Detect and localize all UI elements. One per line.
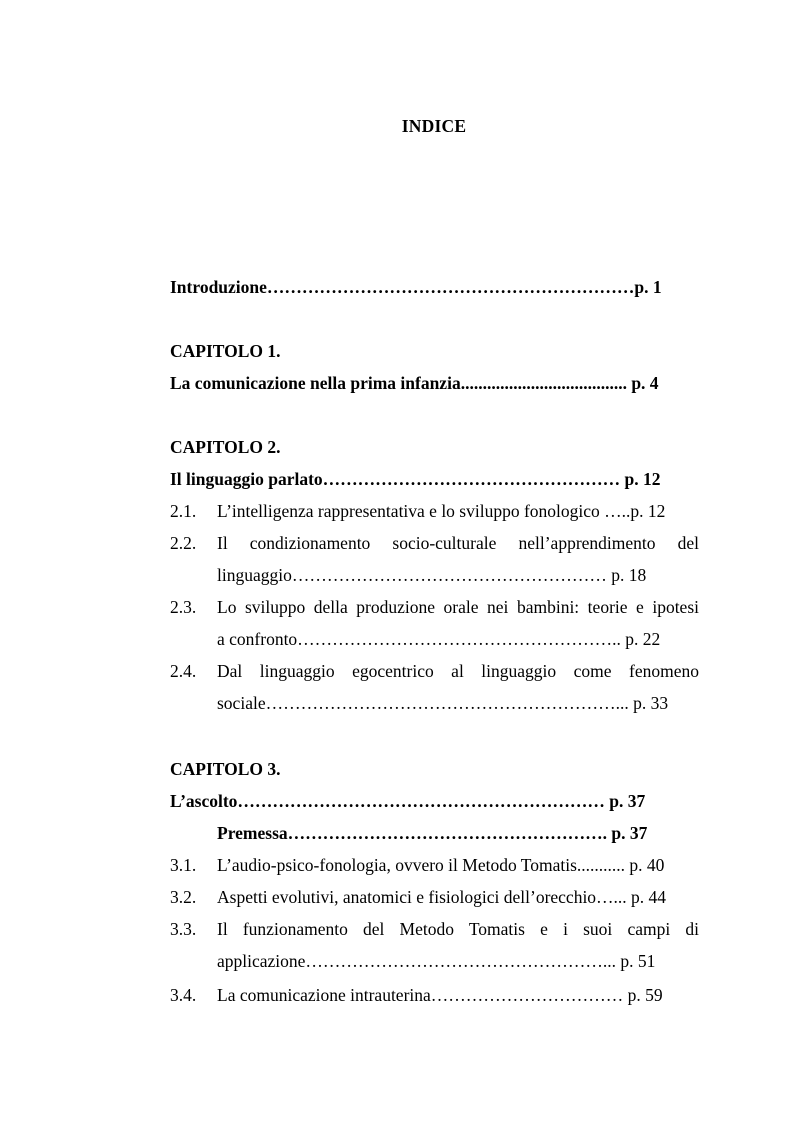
chapter-2-title[interactable]: Il linguaggio parlato…………………………………………… p. 12 <box>170 469 661 489</box>
toc-intro[interactable]: Introduzione………………………………………………………p. 1 <box>170 277 662 297</box>
section-3-3-text-line2[interactable]: applicazione……………………………………………... p. 51 <box>217 951 656 971</box>
section-3-2-text[interactable]: Aspetti evolutivi, anatomici e fisiologici dell’orecchio…... p. 44 <box>217 887 667 907</box>
section-3-1-number: 3.1. <box>170 855 197 875</box>
chapter-3-premessa[interactable]: Premessa………………………………………………. p. 37 <box>217 823 648 843</box>
section-2-3-text-line2[interactable]: a confronto……………………………………………….. p. 22 <box>217 629 661 649</box>
section-3-4-number: 3.4. <box>170 985 197 1005</box>
section-2-3-number: 2.3. <box>170 597 197 617</box>
chapter-1-heading: CAPITOLO 1. <box>170 341 281 361</box>
section-3-2-number: 3.2. <box>170 887 197 907</box>
chapter-3-heading: CAPITOLO 3. <box>170 759 281 779</box>
section-3-1-text[interactable]: L’audio-psico-fonologia, ovvero il Metodo Tomatis........... p. 40 <box>217 855 665 875</box>
section-2-2-text-line1[interactable]: Il condizionamento socio-culturale nell’apprendimento del <box>217 533 699 553</box>
page-title: INDICE <box>401 116 467 136</box>
section-2-4-text-line1[interactable]: Dal linguaggio egocentrico al linguaggio come fenomeno <box>217 661 699 681</box>
section-2-1-text[interactable]: L’intelligenza rappresentativa e lo sviluppo fonologico …..p. 12 <box>217 501 666 521</box>
chapter-3-title[interactable]: L’ascolto……………………………………………………… p. 37 <box>170 791 646 811</box>
section-3-3-text-line1[interactable]: Il funzionamento del Metodo Tomatis e i suoi campi di <box>217 919 699 939</box>
chapter-1-title[interactable]: La comunicazione nella prima infanzia...................................... p. 4 <box>170 373 659 393</box>
section-2-2-number: 2.2. <box>170 533 197 553</box>
section-3-3-number: 3.3. <box>170 919 197 939</box>
section-2-4-number: 2.4. <box>170 661 197 681</box>
section-2-4-text-line2[interactable]: sociale……………………………………………………... p. 33 <box>217 693 669 713</box>
section-2-2-text-line2[interactable]: linguaggio……………………………………………… p. 18 <box>217 565 647 585</box>
chapter-2-heading: CAPITOLO 2. <box>170 437 281 457</box>
section-3-4-text[interactable]: La comunicazione intrauterina…………………………… p. 59 <box>217 985 663 1005</box>
section-2-3-text-line1[interactable]: Lo sviluppo della produzione orale nei bambini: teorie e ipotesi <box>217 597 699 617</box>
section-2-1-number: 2.1. <box>170 501 197 521</box>
